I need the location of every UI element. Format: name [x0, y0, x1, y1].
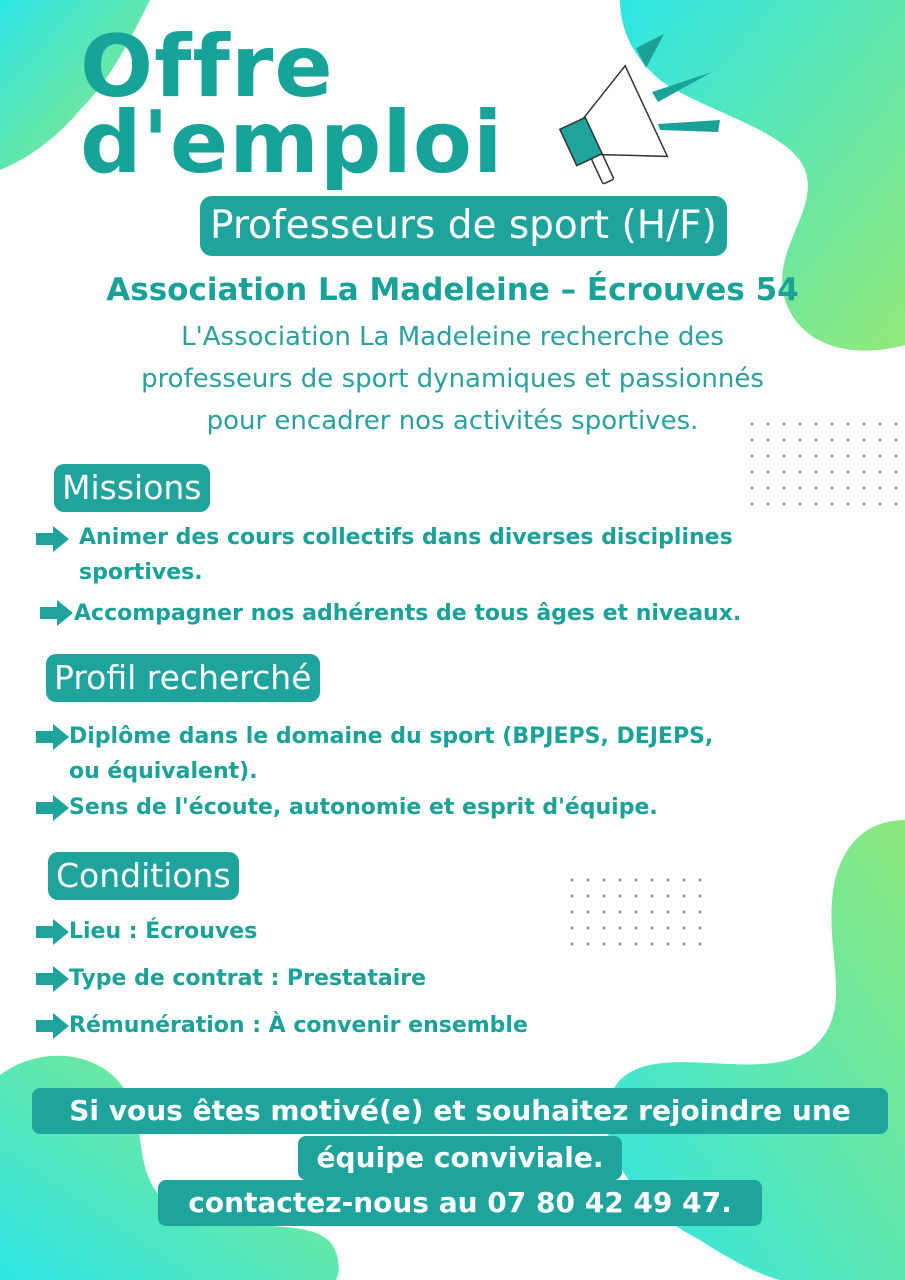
- missions-heading: Missions: [54, 464, 210, 512]
- association-name: Association La Madeleine – Écrouves 54: [106, 272, 799, 308]
- job-title-badge: Professeurs de sport (H/F): [200, 196, 727, 256]
- arrow-right-icon: [36, 526, 69, 552]
- profile-item-1: Diplôme dans le domaine du sport (BPJEPS, DEJEPS, ou équivalent).: [69, 724, 714, 784]
- arrow-right-icon: [36, 919, 69, 945]
- condition-item-contract: Type de contrat : Prestataire: [69, 966, 427, 991]
- intro-line-3: pour encadrer nos activités sportives.: [206, 406, 699, 436]
- arrow-right-icon: [36, 724, 69, 750]
- profile-item-2: Sens de l'écoute, autonomie et esprit d'équipe.: [69, 795, 658, 820]
- arrow-right-icon: [36, 795, 69, 821]
- arrow-right-icon: [36, 966, 69, 992]
- cta-line-2: équipe conviviale.: [298, 1136, 622, 1180]
- profile-heading: Profil recherché: [46, 654, 320, 702]
- intro-line-2: professeurs de sport dynamiques et passionnés: [141, 364, 764, 394]
- title-emploi: d'emploi: [80, 93, 504, 193]
- condition-item-salary: Rémunération : À convenir ensemble: [69, 1013, 528, 1038]
- arrow-right-icon: [36, 1013, 69, 1039]
- mission-item-2: Accompagner nos adhérents de tous âges et niveaux.: [74, 601, 742, 626]
- intro-line-1: L'Association La Madeleine recherche des: [181, 322, 724, 352]
- arrow-right-icon: [40, 600, 73, 626]
- intro-text: [0, 316, 905, 442]
- megaphone-icon: [540, 28, 730, 188]
- cta-line-1: Si vous êtes motivé(e) et souhaitez rejoindre une: [32, 1088, 888, 1134]
- cta-contact-phone: contactez-nous au 07 80 42 49 47.: [158, 1180, 762, 1226]
- conditions-heading: Conditions: [48, 852, 239, 900]
- mission-item-1: Animer des cours collectifs dans diverses disciplines sportives.: [79, 525, 733, 585]
- dot-grid-bottom: [564, 872, 708, 952]
- condition-item-location: Lieu : Écrouves: [69, 919, 258, 944]
- title-offre: Offre: [80, 17, 334, 117]
